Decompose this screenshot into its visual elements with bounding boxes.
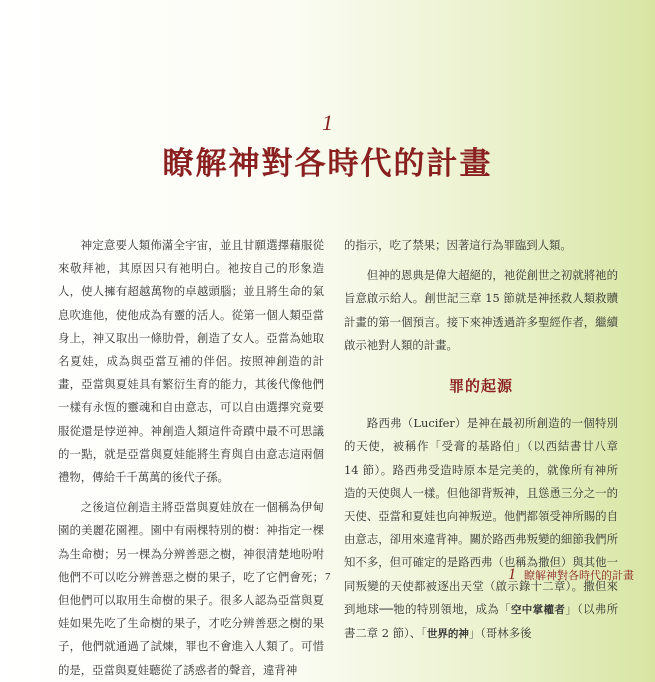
right-text-column [344,234,618,646]
footer-chapter-number: 1 [508,566,516,583]
section-heading: 罪的起源 [448,377,513,396]
emphasized-title: 世界的神 [426,628,469,641]
paragraph: 神定意要人類佈滿全宇宙，並且甘願選擇藉服從來敬拜祂，其原因只有祂明白。祂按自己的形象造人，使人擁有超越萬物的卓越頭腦；並且將生命的氣息吹進他，使他成為有靈的活人。從第一個人類亞當身上，神又取出一條肋骨，創造了女人。亞當為她取名夏娃，成為與亞當互補的伴侶。按照神創造的計畫，亞當與夏娃具有繁衍生育的能力，其後代像他們一樣有永恆的靈魂和自由意志，可以自由選擇究竟要服從還是悖逆神。神創造人類這件奇蹟中最不可思議的一點，就是亞當與夏娃能將生育與自由意志這兩個禮物，傳給千千萬萬的後代子孫。 [58,238,324,485]
paragraph [344,412,618,646]
paragraph-text: 」（以弗所書二章 2 節）、「 [344,601,619,641]
emphasized-title: 空中掌權者 [510,603,566,616]
paragraph: 但神的恩典是偉大超絕的，祂從創世之初就將祂的旨意啟示給人。創世記三章 15 節就是神拯救人類救贖計畫的第一個預言。接下來神透過許多聖經作者，繼續啟示祂對人類的計畫。 [344,268,618,352]
chapter-number: 1 [322,110,333,135]
chapter-title: 瞭解神對各時代的計畫 [162,146,493,182]
page-number: 7 [325,571,331,583]
paragraph-text: 路西弗（Lucifer）是神在最初所創造的一個特別的天使，被稱作「受膏的基路伯」（以西結書廿八章 14 節）。路西弗受造時原本是完美的，就像所有神所造的天使與人一樣。但他卻背叛神，且慫恿三分之一的天使、亞當和夏娃也向神叛逆。他們都領受神所賜的自由意志，卻用來違背神。關於路西弗叛變的細節我們所知不多，但可確定的是路西弗（也稱為撒但）與其他一同叛變的天使都被逐出天堂（啟示錄十二章）。撒但來到地球──牠的特別領地，成為「 [344,416,618,616]
footer-running-title: 瞭解神對各時代的計畫 [524,569,634,582]
paragraph: 的指示，吃了禁果；因著這行為罪臨到人類。 [344,238,572,252]
paragraph-text: 」（哥林多後 [468,626,532,641]
running-footer [508,566,634,584]
left-text-column [58,234,324,682]
paragraph: 之後這位創造主將亞當與夏娃放在一個稱為伊甸園的美麗花園裡。園中有兩棵特別的樹：神指定一棵為生命樹；另一棵為分辨善惡之樹，神很清楚地吩咐他們不可以吃分辨善惡之樹的果子，吃了它們會死；但他們可以取用生命樹的果子。很多人認為亞當與夏娃如果先吃了生命樹的果子，才吃分辨善惡之樹的果子，他們就通過了試煉，罪也不會進入人類了。可惜的是，亞當與夏娃聽從了誘惑者的聲音，違背神 [58,500,324,677]
